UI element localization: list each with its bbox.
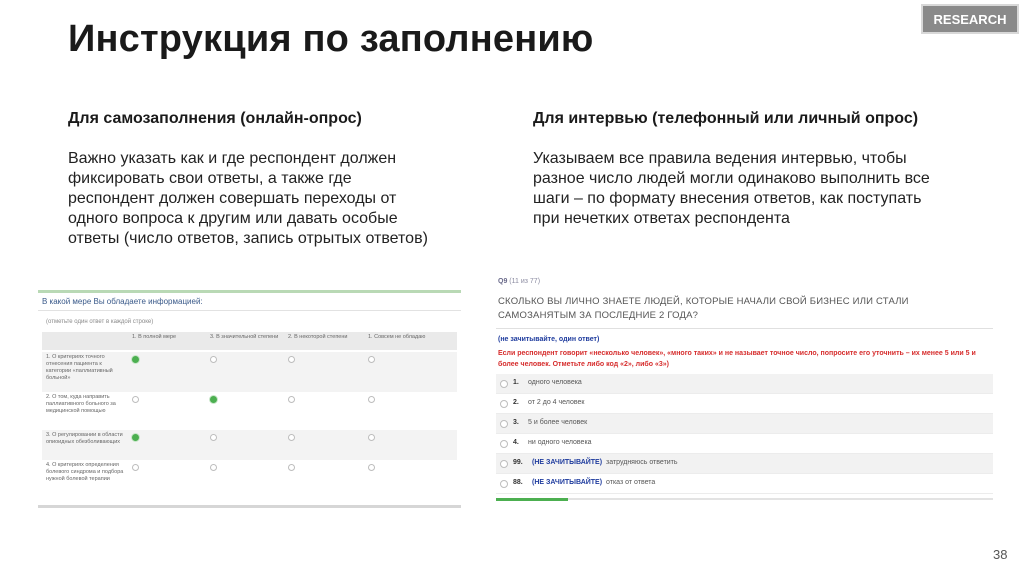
option-text: от 2 до 4 человек [528, 399, 585, 406]
interviewer-instruction: Если респондент говорит «несколько человек», «много таких» и не называет точное число, попросите его уточнить – их менее 5 или 5 и более человек. Отметьте либо код «2», либо «3») [498, 350, 976, 368]
grid-radio[interactable] [132, 356, 139, 363]
online-survey-example [38, 290, 461, 510]
answer-option[interactable] [496, 434, 993, 454]
grid-radio[interactable] [288, 434, 295, 441]
radio-button[interactable] [500, 440, 508, 448]
grid-row-label: 1. О критериях точного отнесения пациента к категории «паллиативный больной» [46, 354, 113, 381]
grid-col-header: 1. Совсем не обладаю [368, 334, 426, 340]
grid-radio[interactable] [368, 464, 375, 471]
right-text-line: разное число людей могли одинаково выполнить все [533, 170, 930, 187]
progress-track [496, 498, 993, 500]
question-number [498, 278, 540, 285]
option-text: 5 и более человек [528, 419, 588, 426]
grid-radio[interactable] [288, 396, 295, 403]
grid-radio[interactable] [210, 464, 217, 471]
survey-hint: (отметьте один ответ в каждой строке) [46, 319, 154, 325]
right-column-text [533, 149, 973, 229]
answer-option[interactable] [496, 394, 993, 414]
radio-button[interactable] [500, 460, 508, 468]
grid-col-header: 3. В значительной степени [210, 334, 279, 340]
divider [38, 310, 461, 311]
option-code: 4. [513, 439, 519, 446]
left-column-heading: Для самозаполнения (онлайн-опрос) [68, 110, 362, 127]
left-text-line: ответы (число ответов, запись отрытых ответов) [68, 230, 428, 247]
right-text-line: при нечетких ответах респондента [533, 210, 790, 227]
answer-option[interactable] [496, 374, 993, 394]
answer-option[interactable] [496, 474, 993, 494]
grid-row-label: 3. О регулировании в области опиоидных обезболивающих [46, 432, 123, 445]
option-text: отказ от ответа [606, 479, 656, 486]
option-code: 88. [513, 479, 523, 486]
interview-survey-example [496, 278, 996, 500]
question-code: Q9 [498, 278, 508, 285]
grid-row-label: 2. О том, куда направить паллиативного больного за медицинской помощью [46, 394, 116, 414]
grid-radio[interactable] [210, 396, 217, 403]
grid-radio[interactable] [210, 356, 217, 363]
right-text-line: шаги – по формату внесения ответов, как поступать [533, 190, 922, 207]
answer-option[interactable] [496, 454, 993, 474]
left-text-line: фиксировать свои ответы, а также где [68, 170, 352, 187]
interviewer-note: (не зачитывайте, один ответ) [498, 336, 600, 343]
radio-button[interactable] [500, 380, 508, 388]
option-code: 3. [513, 419, 519, 426]
right-text-line: Указываем все правила ведения интервью, чтобы [533, 150, 907, 167]
slide-title: Инструкция по заполнению [68, 18, 594, 60]
question-count: (11 из 77) [509, 278, 541, 285]
radio-button[interactable] [500, 480, 508, 488]
grid-radio[interactable] [368, 356, 375, 363]
grid-radio[interactable] [368, 434, 375, 441]
option-text: одного человека [528, 379, 582, 386]
option-text: затрудняюсь ответить [606, 459, 678, 466]
grid-radio[interactable] [132, 464, 139, 471]
grid-radio[interactable] [368, 396, 375, 403]
option-code: 1. [513, 379, 519, 386]
grid-radio[interactable] [210, 434, 217, 441]
option-code: 2. [513, 399, 519, 406]
grid-radio[interactable] [132, 434, 139, 441]
radio-button[interactable] [500, 420, 508, 428]
page-number: 38 [993, 547, 1008, 562]
grid-col-header: 1. В полной мере [132, 334, 177, 340]
grid-col-header: 2. В некоторой степени [288, 334, 348, 340]
panel-bottom-border [38, 505, 461, 508]
progress-fill [496, 498, 568, 501]
grid-row-label: 4. О критериях определения болевого синдрома и подбора нужной болевой терапии [46, 462, 124, 482]
option-tag: (НЕ ЗАЧИТЫВАЙТЕ) [532, 479, 603, 486]
divider [496, 328, 993, 329]
grid-radio[interactable] [288, 464, 295, 471]
left-text-line: респондент должен совершать переходы от [68, 190, 397, 207]
grid-radio[interactable] [132, 396, 139, 403]
research-badge: RESEARCH [921, 4, 1019, 34]
left-column-text [68, 149, 478, 249]
option-code: 99. [513, 459, 523, 466]
left-text-line: Важно указать как и где респондент должен [68, 150, 397, 167]
right-column-heading: Для интервью (телефонный или личный опрос) [533, 110, 919, 127]
grid-radio[interactable] [288, 356, 295, 363]
survey-question: СКОЛЬКО ВЫ ЛИЧНО ЗНАЕТЕ ЛЮДЕЙ, КОТОРЫЕ НАЧАЛИ СВОЙ БИЗНЕС ИЛИ СТАЛИ САМОЗАНЯТЫМ ЗА ПОСЛЕДНИЕ 2 ГОДА? [498, 296, 909, 321]
option-tag: (НЕ ЗАЧИТЫВАЙТЕ) [532, 459, 603, 466]
answer-option[interactable] [496, 414, 993, 434]
option-text: ни одного человека [528, 439, 592, 446]
survey-question: В какой мере Вы обладаете информацией: [42, 297, 203, 306]
radio-button[interactable] [500, 400, 508, 408]
panel-top-border [38, 290, 461, 293]
left-text-line: одного вопроса к другим или давать особые [68, 210, 398, 227]
